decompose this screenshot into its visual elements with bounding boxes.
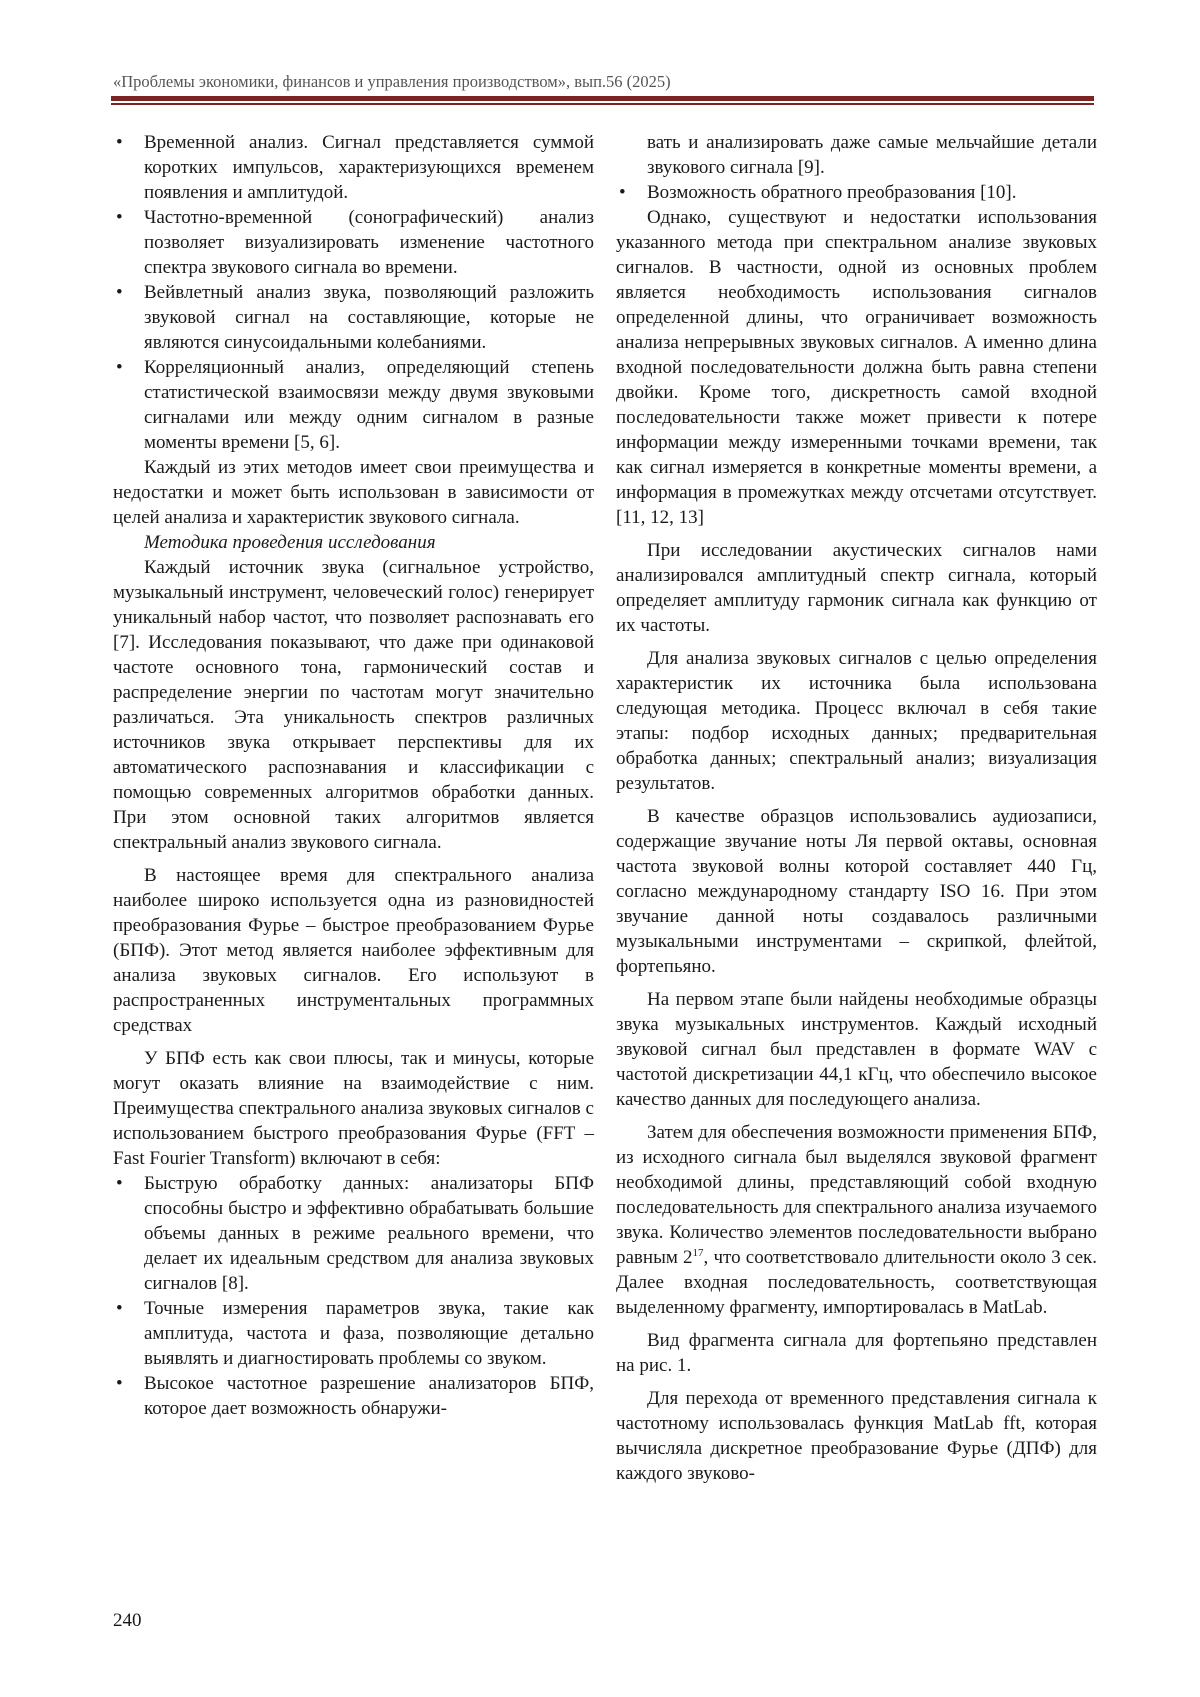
paragraph: На первом этапе были найдены необходимые образцы звука музыкальных инструментов. Каждый исходный звуковой сигнал был представлен в формате WAV с частотой дискретизации 44,1 кГц, что обеспечило высокое качество данных для последующего анализа. xyxy=(616,989,1097,1110)
paragraph: Затем для обеспечения возможности применения БПФ, из исходного сигнала был выделялся звуковой фрагмент необходимой длины, представляющий собой входную последовательность для спектрального анализа изучаемого звука. Количество элементов последовательности выбрано равным $2^{17}$, что соответствовало длительности около 3 сек. Далее входная последовательность, соответствующая выделенному фрагменту, импортировалась в MatLab. xyxy=(616,1122,1097,1318)
paragraph: Каждый источник звука (сигнальное устройство, музыкальный инструмент, человеческий голос) генерирует уникальный набор частот, что позволяет распознавать его [7]. Исследования показывают, что даже при одинаковой частоте основного тона, гармонический состав и распределение энергии по частотам могут значительно различаться. Эта уникальность спектров различных источников звука открывает перспективы для их автоматического распознавания и классификации с помощью современных алгоритмов обработки данных. При этом основной таких алгоритмов является спектральный анализ звукового сигнала. xyxy=(113,557,594,853)
list-item: • Быструю обработку данных: анализаторы БПФ способны быстро и эффективно обрабатывать большие объемы данных в режиме реального времени, что делает их идеальным средством для анализа звуковых сигналов [8]. xyxy=(116,1173,594,1294)
paragraph: Вид фрагмента сигнала для фортепьяно представлен на рис. 1. xyxy=(616,1330,1097,1376)
list-item-continuation: вать и анализировать даже самые мельчайшие детали звукового сигнала [9]. xyxy=(647,132,1097,178)
paragraph: Для анализа звуковых сигналов с целью определения характеристик их источника была использована следующая методика. Процесс включал в себя такие этапы: подбор исходных данных; предварительная обработка данных; спектральный анализ; визуализация результатов. xyxy=(616,648,1097,794)
page-number: 240 xyxy=(113,1610,142,1631)
right-column xyxy=(616,130,1097,1486)
bullet-icon: • xyxy=(116,357,123,378)
list-item: • Точные измерения параметров звука, такие как амплитуда, частота и фаза, позволяющие детально выявлять и диагностировать проблемы со звуком. xyxy=(116,1298,594,1369)
running-header: «Проблемы экономики, финансов и управления производством», вып.56 (2025) xyxy=(113,72,671,91)
header-rule-thick xyxy=(111,96,1094,101)
paragraph: У БПФ есть как свои плюсы, так и минусы, которые могут оказать влияние на взаимодействие с ним. Преимущества спектрального анализа звуковых сигналов с использованием быстрого преобразования Фурье (FFT – Fast Fourier Transform) включают в себя: xyxy=(113,1048,594,1169)
bullet-icon: • xyxy=(116,1373,123,1394)
bullet-icon: • xyxy=(116,282,123,303)
list-item: • Высокое частотное разрешение анализаторов БПФ, которое дает возможность обнаружи- xyxy=(116,1373,594,1419)
paragraph: Однако, существуют и недостатки использования указанного метода при спектральном анализе звуковых сигналов. В частности, одной из основных проблем является необходимость использования сигналов определенной длины, что ограничивает возможность анализа непрерывных звуковых сигналов. А именно длина входной последовательности должна быть равна степени двойки. Кроме того, дискретность самой входной последовательности также может привести к потере информации между измеренными точками времени, так как сигнал измеряется в конкретные моменты времени, а информация в промежутках между отсчетами отсутствует. [11, 12, 13] xyxy=(616,207,1097,528)
paragraph: В настоящее время для спектрального анализа наиболее широко используется одна из разновидностей преобразования Фурье – быстрое преобразованием Фурье (БПФ). Этот метод является наиболее эффективным для анализа звуковых сигналов. Его используют в распространенных инструментальных программных средствах xyxy=(113,865,594,1036)
bullet-icon: • xyxy=(619,182,626,203)
exponent: 17 xyxy=(692,1247,704,1259)
list-item: • Вейвлетный анализ звука, позволяющий разложить звуковой сигнал на составляющие, которые не являются синусоидальными колебаниями. xyxy=(116,282,594,353)
bullet-icon: • xyxy=(116,1298,123,1319)
list-item: • Временной анализ. Сигнал представляется суммой коротких импульсов, характеризующихся временем появления и амплитудой. xyxy=(116,132,594,203)
section-title: Методика проведения исследования xyxy=(144,532,436,553)
list-item: • Возможность обратного преобразования [10]. xyxy=(619,182,1017,203)
paragraph: Для перехода от временного представления сигнала к частотному использовалась функция MatLab fft, которая вычисляла дискретное преобразование Фурье (ДПФ) для каждого звуково- xyxy=(616,1388,1097,1484)
paragraph: В качестве образцов использовались аудиозаписи, содержащие звучание ноты Ля первой октавы, основная частота звуковой волны которой составляет 440 Гц, согласно международному стандарту ISO 16. При этом звучание данной ноты создавалось различными музыкальными инструментами – скрипкой, флейтой, фортепьяно. xyxy=(616,806,1097,977)
header-rule-thin xyxy=(111,103,1094,105)
left-column xyxy=(113,130,594,1421)
list-item: • Корреляционный анализ, определяющий степень статистической взаимосвязи между двумя звуковыми сигналами или между одним сигналом в разные моменты времени [5, 6]. xyxy=(116,357,594,453)
bullet-icon: • xyxy=(116,1173,123,1194)
paragraph: При исследовании акустических сигналов нами анализировался амплитудный спектр сигнала, который определяет амплитуду гармоник сигнала как функцию от их частоты. xyxy=(616,540,1097,636)
bullet-icon: • xyxy=(116,132,123,153)
bullet-icon: • xyxy=(116,207,123,228)
paragraph: Каждый из этих методов имеет свои преимущества и недостатки и может быть использован в зависимости от целей анализа и характеристик звукового сигнала. xyxy=(113,457,594,528)
list-item: • Частотно-временной (сонографический) анализ позволяет визуализировать изменение частотного спектра звукового сигнала во времени. xyxy=(116,207,594,278)
